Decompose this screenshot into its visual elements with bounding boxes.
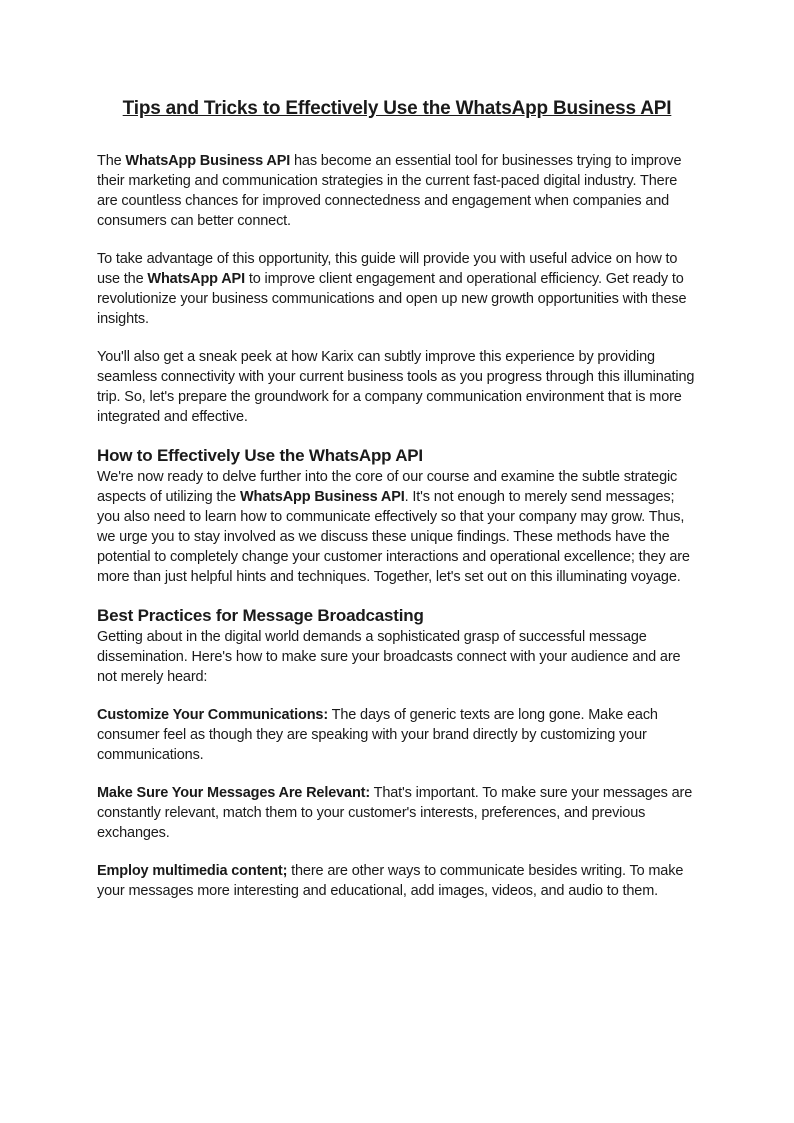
text-run: has become an essential tool for businesses trying to improve their marketing and communication strategies in the current fast-paced digital industry. There are countless chances for improved connectedness and engagement when companies and consumers can better connect. <box>97 153 682 229</box>
paragraph <box>97 783 697 843</box>
bold-text-run: Make Sure Your Messages Are Relevant: <box>97 785 371 801</box>
bold-text-run: WhatsApp Business API <box>239 489 405 505</box>
document-body <box>97 151 697 901</box>
text-run: To take advantage of this opportunity, this guide will provide you with useful advice on how to use the <box>97 251 678 287</box>
text-run: The <box>97 153 126 169</box>
paragraph <box>97 249 697 329</box>
text-run: to improve client engagement and operational efficiency. Get ready to revolutionize your business communications and open up new growth opportunities with these insights. <box>97 271 687 327</box>
text-run: there are other ways to communicate besides writing. To make your messages more interesting and educational, add images, videos, and audio to them. <box>97 863 684 899</box>
paragraph <box>97 861 697 901</box>
paragraph <box>97 467 697 587</box>
bold-text-run: Customize Your Communications: <box>97 707 329 723</box>
paragraph <box>97 705 697 765</box>
document-title: Tips and Tricks to Effectively Use the WhatsApp Business API <box>122 98 672 119</box>
section-heading: Best Practices for Message Broadcasting <box>97 606 424 625</box>
paragraph <box>97 347 697 427</box>
text-run: Getting about in the digital world demands a sophisticated grasp of successful message dissemination. Here's how to make sure your broadcasts connect with your audience and are not merely heard: <box>97 629 681 685</box>
paragraph <box>97 151 697 231</box>
bold-text-run: WhatsApp Business API <box>125 153 291 169</box>
text-run: That's important. To make sure your messages are constantly relevant, match them to your customer's interests, preferences, and previous exchanges. <box>97 785 693 841</box>
text-run: . It's not enough to merely send messages; you also need to learn how to communicate effectively so that your company may grow. Thus, we urge you to stay involved as we discuss these unique findings. These methods have the potential to completely change your customer interactions and operational excellence; they are more than just helpful hints and techniques. Together, let's set out on this illuminating voyage. <box>97 489 690 585</box>
paragraph <box>97 627 697 687</box>
bold-text-run: WhatsApp API <box>147 271 245 287</box>
text-run: We're now ready to delve further into the core of our course and examine the subtle strategic aspects of utilizing the <box>97 469 678 505</box>
text-run: You'll also get a sneak peek at how Karix can subtly improve this experience by providing seamless connectivity with your current business tools as you progress through this illuminating trip. So, let's prepare the groundwork for a company communication environment that is more integrated and effective. <box>97 349 695 425</box>
bold-text-run: Employ multimedia content; <box>97 863 288 879</box>
section-heading: How to Effectively Use the WhatsApp API <box>97 446 423 465</box>
text-run: The days of generic texts are long gone. Make each consumer feel as though they are speaking with your brand directly by customizing your communications. <box>97 707 658 763</box>
